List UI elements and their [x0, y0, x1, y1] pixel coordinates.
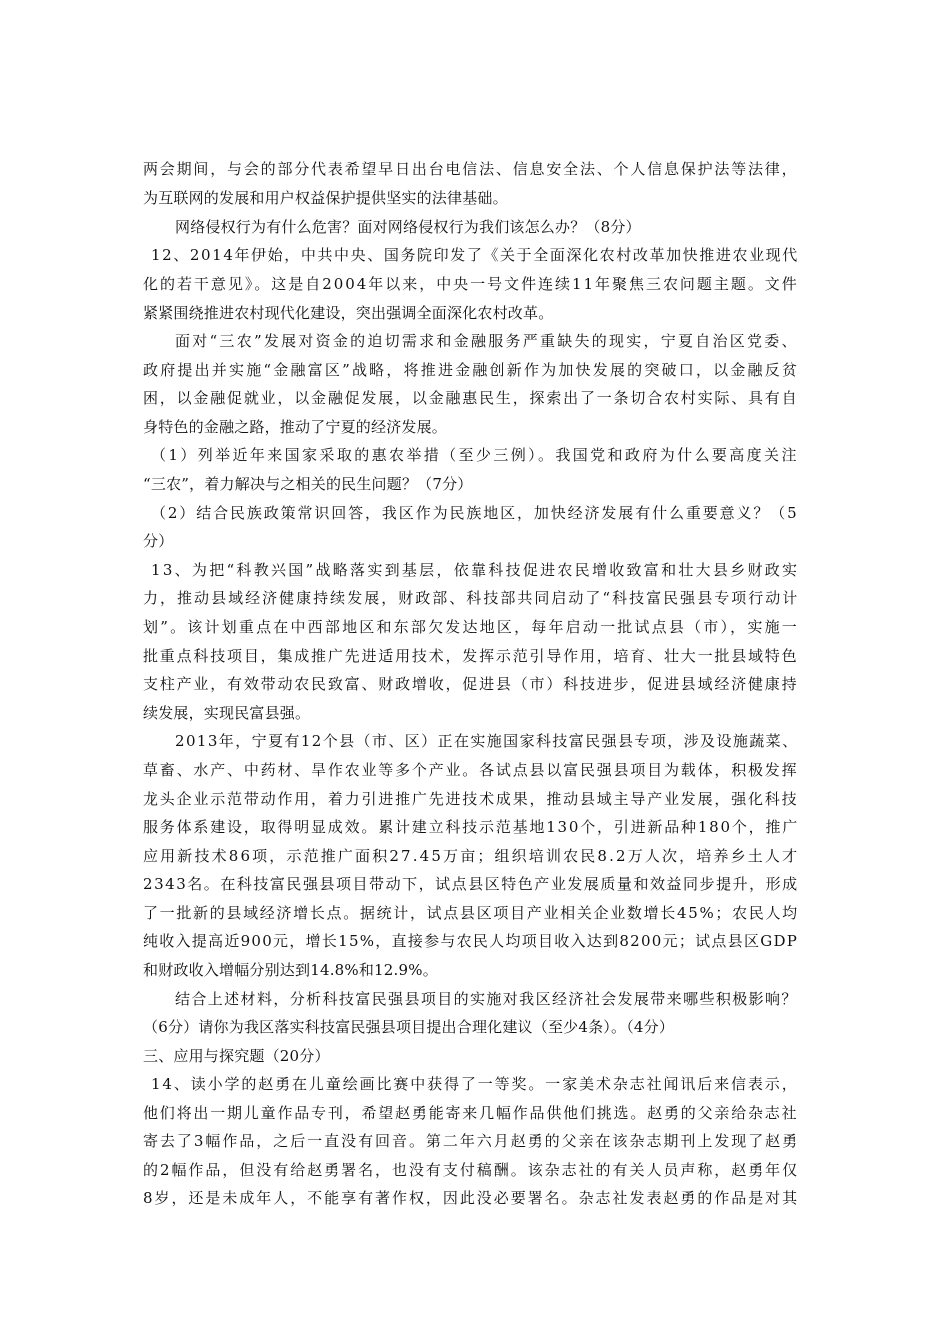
text-line: 2343名。在科技富民强县项目带动下，试点县区特色产业发展质量和效益同步提升，形成: [143, 875, 799, 893]
text-line: 困，以金融促就业，以金融促发展，以金融惠民生，探索出了一条切合农村实际、具有自: [143, 389, 799, 407]
text-line: 批重点科技项目，集成推广先进适用技术，发挥示范引导作用，培育、壮大一批县域特色: [143, 647, 799, 665]
text-line: （6分）请你为我区落实科技富民强县项目提出合理化建议（至少4条）。（4分）: [143, 1018, 675, 1036]
text-line: 网络侵权行为有什么危害？面对网络侵权行为我们该怎么办？（8分）: [175, 218, 641, 236]
text-line: 为互联网的发展和用户权益保护提供坚实的法律基础。: [143, 189, 508, 207]
text-line: 紧紧围绕推进农村现代化建设，突出强调全面深化农村改革。: [143, 304, 554, 322]
text-line: 了一批新的县域经济增长点。据统计，试点县区项目产业相关企业数增长45%；农民人均: [143, 904, 799, 922]
text-line: 他们将出一期儿童作品专刊，希望赵勇能寄来几幅作品供他们挑选。赵勇的父亲给杂志社: [143, 1104, 799, 1122]
text-line: 划”。该计划重点在中西部地区和东部欠发达地区，每年启动一批试点县（市），实施一: [143, 618, 799, 636]
text-line: 身特色的金融之路，推动了宁夏的经济发展。: [143, 418, 448, 436]
text-line: 力，推动县域经济健康持续发展，财政部、科技部共同启动了“科技富民强县专项行动计: [143, 589, 800, 607]
text-line: 2013年，宁夏有12个县（市、区）正在实施国家科技富民强县专项，涉及设施蔬菜、: [175, 732, 799, 750]
text-line: 龙头企业示范带动作用，着力引进推广先进技术成果，推动县域主导产业发展，强化科技: [143, 790, 799, 808]
text-line: 结合上述材料，分析科技富民强县项目的实施对我区经济社会发展带来哪些积极影响？: [175, 990, 798, 1008]
text-line: 服务体系建设，取得明显成效。累计建立科技示范基地130个，引进新品种180个，推广: [143, 818, 800, 836]
text-line: 续发展，实现民富县强。: [143, 704, 311, 722]
text-line: 面对“三农”发展对资金的迫切需求和金融服务严重缺失的现实，宁夏自治区党委、: [175, 332, 799, 350]
text-line: （2）结合民族政策常识回答，我区作为民族地区，加快经济发展有什么重要意义？（5: [151, 504, 799, 522]
text-line: “三农”，着力解决与之相关的民生问题？（7分）: [143, 475, 473, 493]
text-line: 的2幅作品，但没有给赵勇署名，也没有支付稿酬。该杂志社的有关人员声称，赵勇年仅: [143, 1161, 800, 1179]
text-line: 两会期间，与会的部分代表希望早日出台电信法、信息安全法、个人信息保护法等法律，: [143, 160, 799, 178]
text-line: 纯收入提高近900元，增长15%，直接参与农民人均项目收入达到8200元；试点县区GDP: [143, 932, 799, 950]
text-line: 14、读小学的赵勇在儿童绘画比赛中获得了一等奖。一家美术杂志社闻讯后来信表示，: [151, 1075, 799, 1093]
text-line: 化的若干意见》。这是自2004年以来，中央一号文件连续11年聚焦三农问题主题。文件: [143, 275, 799, 293]
text-line: 寄去了3幅作品，之后一直没有回音。第二年六月赵勇的父亲在该杂志期刊上发现了赵勇: [143, 1132, 800, 1150]
text-line: 政府提出并实施“金融富区”战略，将推进金融创新作为加快发展的突破口，以金融反贫: [143, 361, 800, 379]
text-line: 和财政收入增幅分别达到14.8%和12.9%。: [143, 961, 438, 979]
text-line: 8岁，还是未成年人，不能享有著作权，因此没必要署名。杂志社发表赵勇的作品是对其: [143, 1189, 800, 1207]
text-line: 支柱产业，有效带动农民致富、财政增收，促进县（市）科技进步，促进县域经济健康持: [143, 675, 799, 693]
text-line: 12、2014年伊始，中共中央、国务院印发了《关于全面深化农村改革加快推进农业现代: [151, 246, 799, 264]
text-line: 三、应用与探究题（20分）: [143, 1047, 330, 1065]
text-line: 应用新技术86项，示范推广面积27.45万亩；组织培训农民8.2万人次，培养乡土人才: [143, 847, 800, 865]
text-line: 分）: [143, 532, 174, 550]
text-line: （1）列举近年来国家采取的惠农举措（至少三例）。我国党和政府为什么要高度关注: [151, 446, 799, 464]
text-line: 13、为把“科教兴国”战略落实到基层，依靠科技促进农民增收致富和壮大县乡财政实: [151, 561, 800, 579]
text-line: 草畜、水产、中药材、旱作农业等多个产业。各试点县以富民强县项目为载体，积极发挥: [143, 761, 799, 779]
